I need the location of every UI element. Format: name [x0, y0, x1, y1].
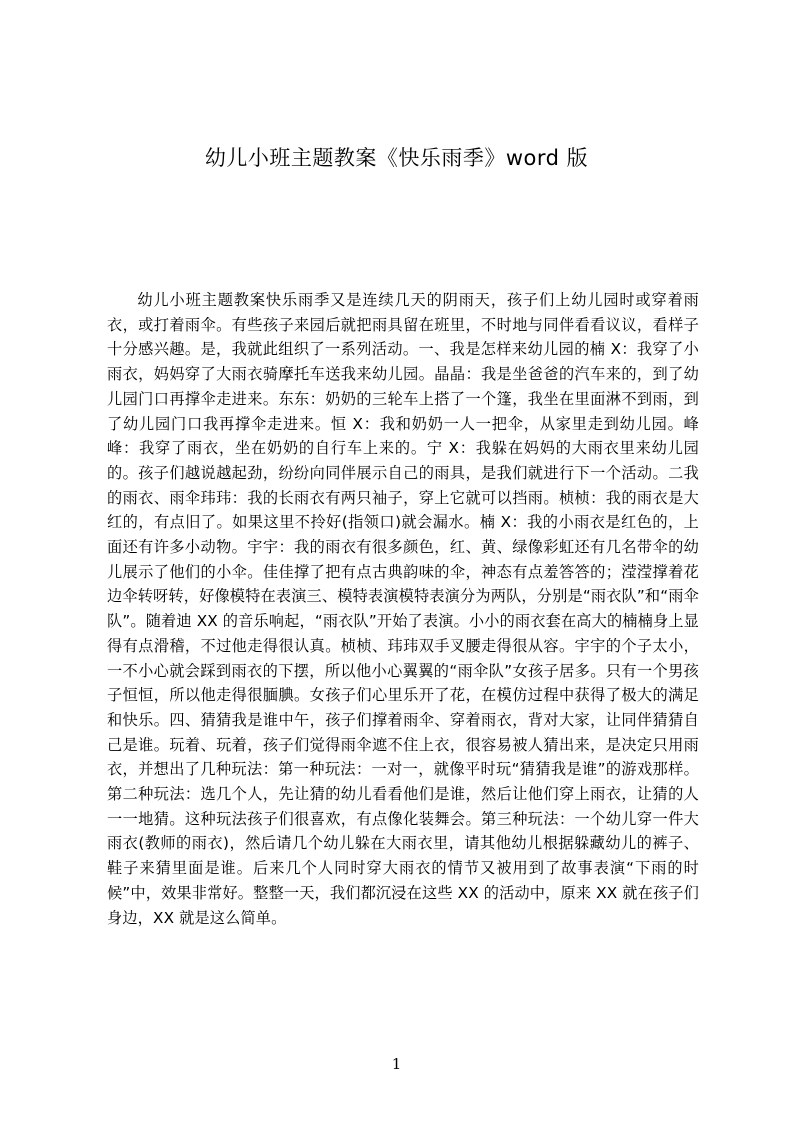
document-title: 幼儿小班主题教案《快乐雨季》word 版: [204, 146, 589, 170]
body-paragraph: 幼儿小班主题教案快乐雨季又是连续几天的阴雨天，孩子们上幼儿园时或穿着雨衣，或打着雨伞。有些孩子来园后就把雨具留在班里，不时地与同伴看看议议，看样子十分感兴趣。是，我就此组织了一系列活动。一、我是怎样来幼儿园的楠 X：我穿了小雨衣，妈妈穿了大雨衣骑摩托车送我来幼儿园。晶晶：我是坐爸爸的汽车来的，到了幼儿园门口再撑伞走进来。东东：奶奶的三轮车上搭了一个篷，我坐在里面淋不到雨，到了幼儿园门口我再撑伞走进来。恒 X：我和奶奶一人一把伞，从家里走到幼儿园。峰峰：我穿了雨衣，坐在奶奶的自行车上来的。宁 X：我躲在妈妈的大雨衣里来幼儿园的。孩子们越说越起劲，纷纷向同伴展示自己的雨具，是我们就进行下一个活动。二我的雨衣、雨伞玮玮：我的长雨衣有两只袖子，穿上它就可以挡雨。桢桢：我的雨衣是大红的，有点旧了。如果这里不拎好(指领口)就会漏水。楠 X：我的小雨衣是红色的，上面还有许多小动物。宇宇：我的雨衣有很多颜色，红、黄、绿像彩虹还有几名带伞的幼儿展示了他们的小伞。佳佳撑了把有点古典韵味的伞，神态有点羞答答的；滢滢撑着花边伞转呀转，好像模特在表演三、模特表演模特表演分为两队，分别是“雨衣队”和“雨伞队”。随着迪 XX 的音乐响起，“雨衣队”开始了表演。小小的雨衣套在高大的楠楠身上显得有点滑稽，不过他走得很认真。桢桢、玮玮双手叉腰走得很从容。宇宇的个子太小，一不小心就会踩到雨衣的下摆，所以他小心翼翼的“雨伞队”女孩子居多。只有一个男孩子恒恒，所以他走得很腼腆。女孩子们心里乐开了花，在模仿过程中获得了极大的满足和快乐。四、猜猜我是谁中午，孩子们撑着雨伞、穿着雨衣，背对大家，让同伴猜猜自己是谁。玩着、玩着，孩子们觉得雨伞遮不住上衣，很容易被人猜出来，是决定只用雨衣，并想出了几种玩法：第一种玩法：一对一，就像平时玩“猜猜我是谁”的游戏那样。第二种玩法：选几个人，先让猜的幼儿看看他们是谁，然后让他们穿上雨衣，让猜的人一一地猜。这种玩法孩子们很喜欢，有点像化装舞会。第三种玩法：一个幼儿穿一件大雨衣(教师的雨衣)，然后请几个幼儿躲在大雨衣里，请其他幼儿根据躲藏幼儿的裤子、鞋子来猜里面是谁。后来几个人同时穿大雨衣的情节又被用到了故事表演“下雨的时候”中，效果非常好。整整一天，我们都沉浸在这些 XX 的活动中，原来 XX 就在孩子们身边，XX 就是这么简单。: [107, 291, 699, 927]
page-number: 1: [391, 1055, 402, 1073]
